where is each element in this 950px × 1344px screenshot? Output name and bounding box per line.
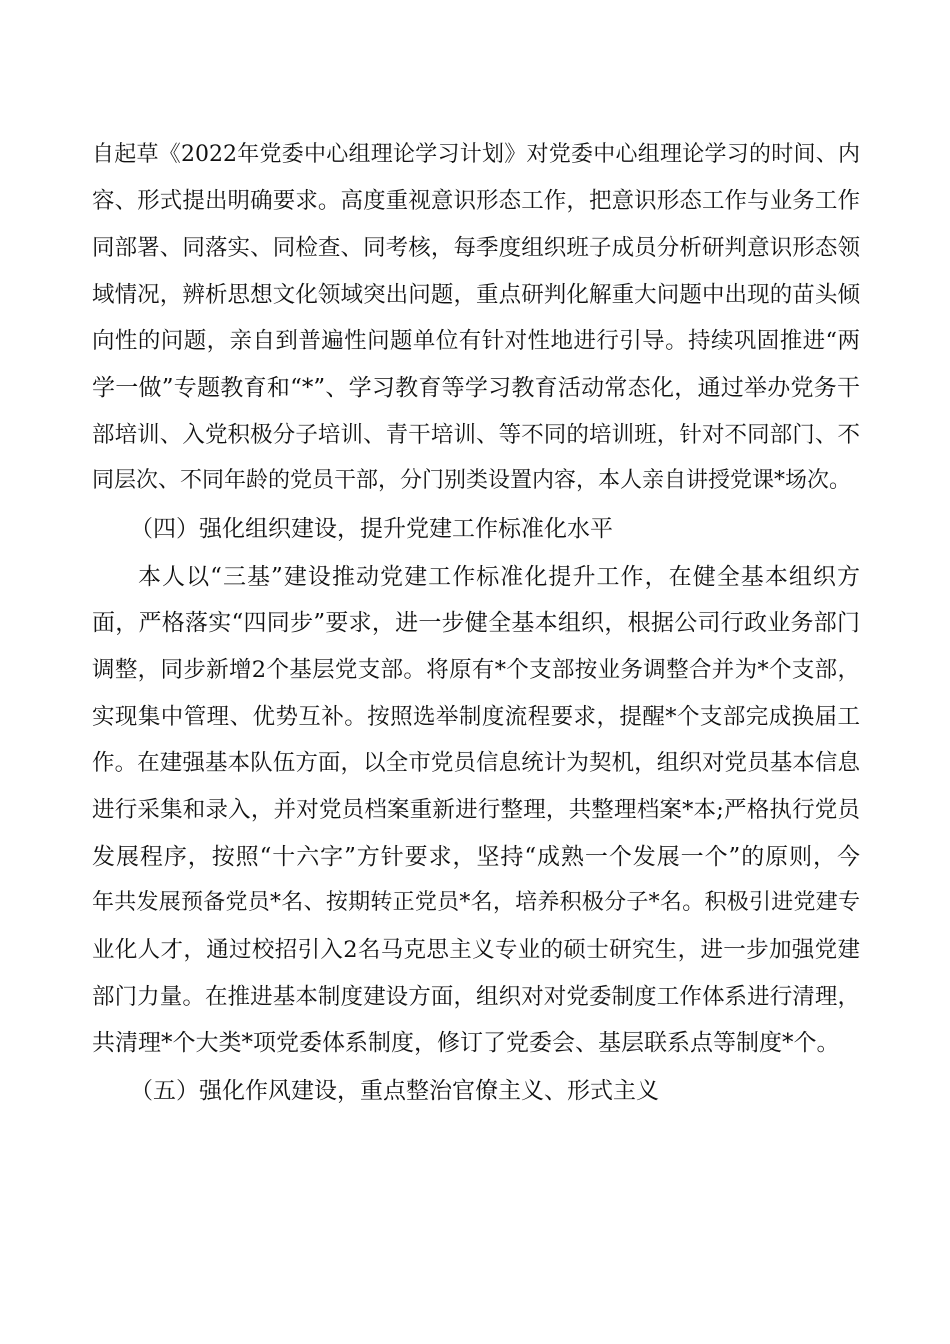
text-line: 自起草《2022年党委中心组理论学习计划》对党委中心组理论学习的时间、内: [92, 142, 860, 167]
text-line: 发展程序，按照“十六字”方针要求，坚持“成熟一个发展一个”的原则，今: [92, 844, 860, 870]
text-line: 部门力量。在推进基本制度建设方面，组织对对党委制度工作体系进行清理，: [92, 984, 860, 1010]
text-line: 同层次、不同年龄的党员干部，分门别类设置内容，本人亲自讲授党课*场次。: [92, 468, 852, 493]
text-line: 调整，同步新增2个基层党支部。将原有*个支部按业务调整合并为*个支部，: [92, 657, 860, 683]
text-line: 同部署、同落实、同检查、同考核，每季度组织班子成员分析研判意识形态领: [92, 235, 860, 261]
text-line: 作。在建强基本队伍方面，以全市党员信息统计为契机，组织对党员基本信息: [92, 750, 860, 776]
text-line: 容、形式提出明确要求。高度重视意识形态工作，把意识形态工作与业务工作: [92, 188, 860, 214]
text-line: 年共发展预备党员*名、按期转正党员*名，培养积极分子*名。积极引进党建专: [92, 890, 860, 915]
section-heading-4: （四）强化组织建设，提升党建工作标准化水平: [130, 516, 613, 542]
text-line: 本人以“三基”建设推动党建工作标准化提升工作，在健全基本组织方: [138, 564, 860, 590]
text-line: 面，严格落实“四同步”要求，进一步健全基本组织，根据公司行政业务部门: [92, 610, 860, 636]
text-line: 向性的问题，亲自到普遍性问题单位有针对性地进行引导。持续巩固推进“两: [92, 328, 860, 354]
text-line: 实现集中管理、优势互补。按照选举制度流程要求，提醒*个支部完成换届工: [92, 704, 860, 730]
text-line: 业化人才，通过校招引入2名马克思主义专业的硕士研究生，进一步加强党建: [92, 937, 860, 963]
text-line: 共清理*个大类*项党委体系制度，修订了党委会、基层联系点等制度*个。: [92, 1030, 840, 1056]
text-line: 进行采集和录入，并对党员档案重新进行整理，共整理档案*本;严格执行党员: [92, 797, 860, 823]
section-heading-5: （五）强化作风建设，重点整治官僚主义、形式主义: [130, 1078, 659, 1104]
text-line: 域情况，辨析思想文化领域突出问题，重点研判化解重大问题中出现的苗头倾: [92, 282, 860, 308]
text-line: 部培训、入党积极分子培训、青干培训、等不同的培训班，针对不同部门、不: [92, 422, 860, 448]
text-line: 学一做”专题教育和“*”、学习教育等学习教育活动常态化，通过举办党务干: [92, 375, 860, 401]
